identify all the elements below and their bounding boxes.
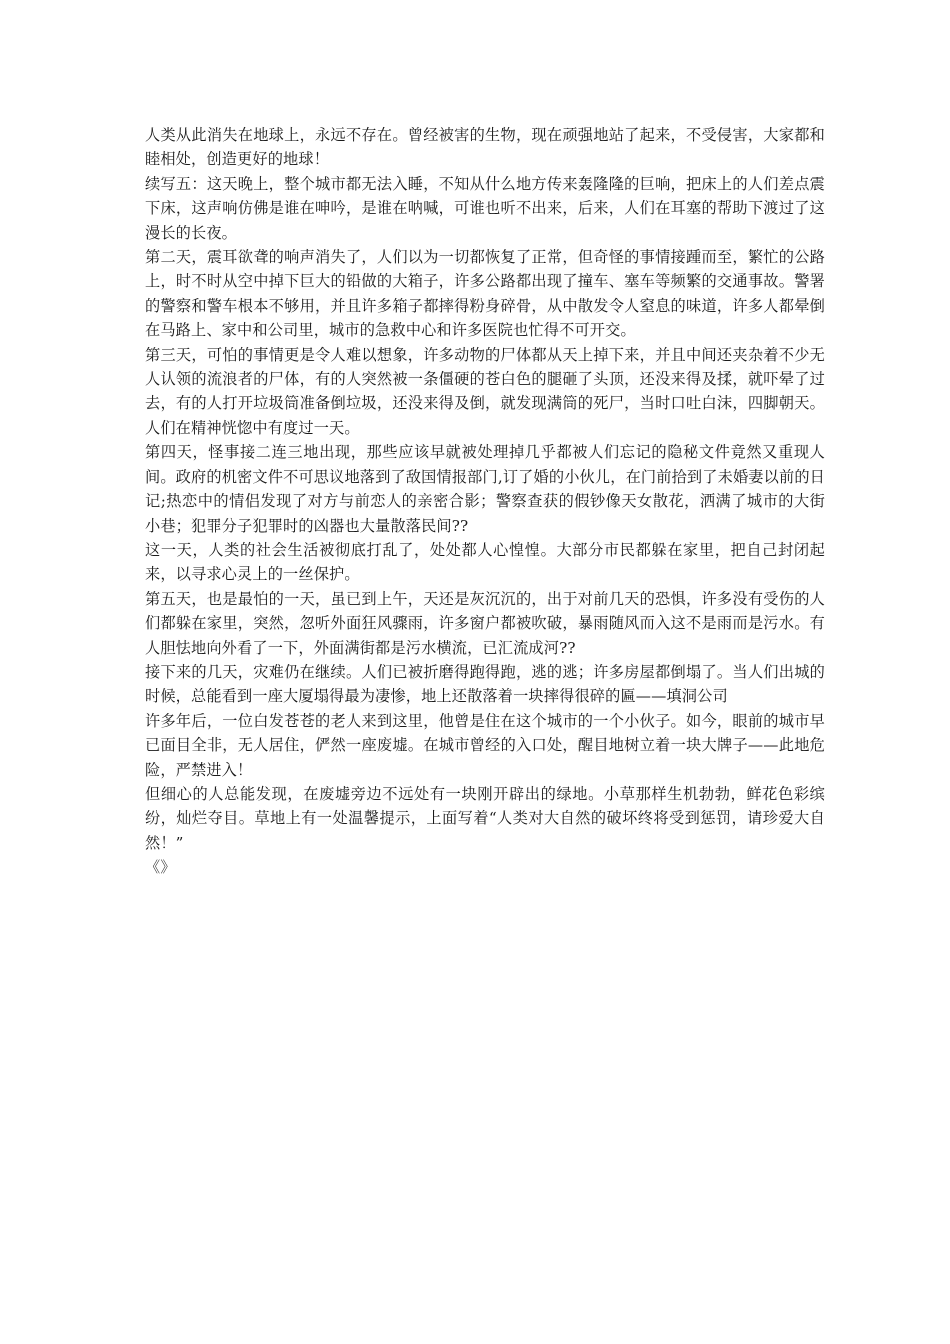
paragraph-9: 许多年后，一位白发苍苍的老人来到这里，他曾是住在这个城市的一个小伙子。如今，眼前的城市早已面目全非，无人居住，俨然一座废墟。在城市曾经的入口处，醒目地树立着一块大牌子——此地危险，严禁进入！	[145, 711, 825, 779]
paragraph-4: 第三天，可怕的事情更是令人难以想象，许多动物的尸体都从天上掉下来，并且中间还夹杂着不少无人认领的流浪者的尸体，有的人突然被一条僵硬的苍白色的腿砸了头顶，还没来得及揉，就吓晕了过去，有的人打开垃圾筒准备倒垃圾，还没来得及倒，就发现满筒的死尸，当时口吐白沫，四脚朝天。人们在精神恍惚中有度过一天。	[145, 345, 825, 437]
paragraph-3: 第二天，震耳欲聋的响声消失了，人们以为一切都恢复了正常，但奇怪的事情接踵而至，繁忙的公路上，时不时从空中掉下巨大的铅做的大箱子，许多公路都出现了撞车、塞车等频繁的交通事故。警署的警察和警车根本不够用，并且许多箱子都摔得粉身碎骨，从中散发令人窒息的味道，许多人都晕倒在马路上、家中和公司里，城市的急救中心和许多医院也忙得不可开交。	[145, 248, 825, 340]
document-body	[145, 123, 825, 880]
paragraph-10: 但细心的人总能发现，在废墟旁边不远处有一块刚开辟出的绿地。小草那样生机勃勃，鲜花色彩缤纷，灿烂夺目。草地上有一处温馨提示，上面写着“人类对大自然的破坏终将受到惩罚，请珍爱大自然！”	[145, 784, 825, 852]
paragraph-8: 接下来的几天，灾难仍在继续。人们已被折磨得跑得跑，逃的逃；许多房屋都倒塌了。当人们出城的时候，总能看到一座大厦塌得最为凄惨，地上还散落着一块摔得很碎的匾——填洞公司	[145, 662, 825, 706]
paragraph-5: 第四天，怪事接二连三地出现，那些应该早就被处理掉几乎都被人们忘记的隐秘文件竟然又重现人间。政府的机密文件不可思议地落到了敌国情报部门,订了婚的小伙儿，在门前拾到了未婚妻以前的日记;热恋中的情侣发现了对方与前恋人的亲密合影；警察查获的假钞像天女散花，洒满了城市的大街小巷；犯罪分子犯罪时的凶器也大量散落民间??	[145, 443, 825, 535]
paragraph-2: 续写五：这天晚上，整个城市都无法入睡，不知从什么地方传来轰隆隆的巨响，把床上的人们差点震下床，这声响仿佛是谁在呻吟，是谁在呐喊，可谁也听不出来，后来，人们在耳塞的帮助下渡过了这漫长的长夜。	[145, 174, 825, 242]
paragraph-1: 人类从此消失在地球上，永远不存在。曾经被害的生物，现在顽强地站了起来，不受侵害，大家都和睦相处，创造更好的地球！	[145, 126, 825, 169]
paragraph-11: 《》	[145, 858, 176, 877]
paragraph-6: 这一天，人类的社会生活被彻底打乱了，处处都人心惶惶。大部分市民都躲在家里，把自己封闭起来，以寻求心灵上的一丝保护。	[145, 540, 825, 584]
paragraph-7: 第五天，也是最怕的一天，虽已到上午，天还是灰沉沉的，出于对前几天的恐惧，许多没有受伤的人们都躲在家里，突然，忽听外面狂风骤雨，许多窗户都被吹破，暴雨随风而入这不是雨而是污水。有人胆怯地向外看了一下，外面满街都是污水横流，已汇流成河??	[145, 589, 825, 657]
